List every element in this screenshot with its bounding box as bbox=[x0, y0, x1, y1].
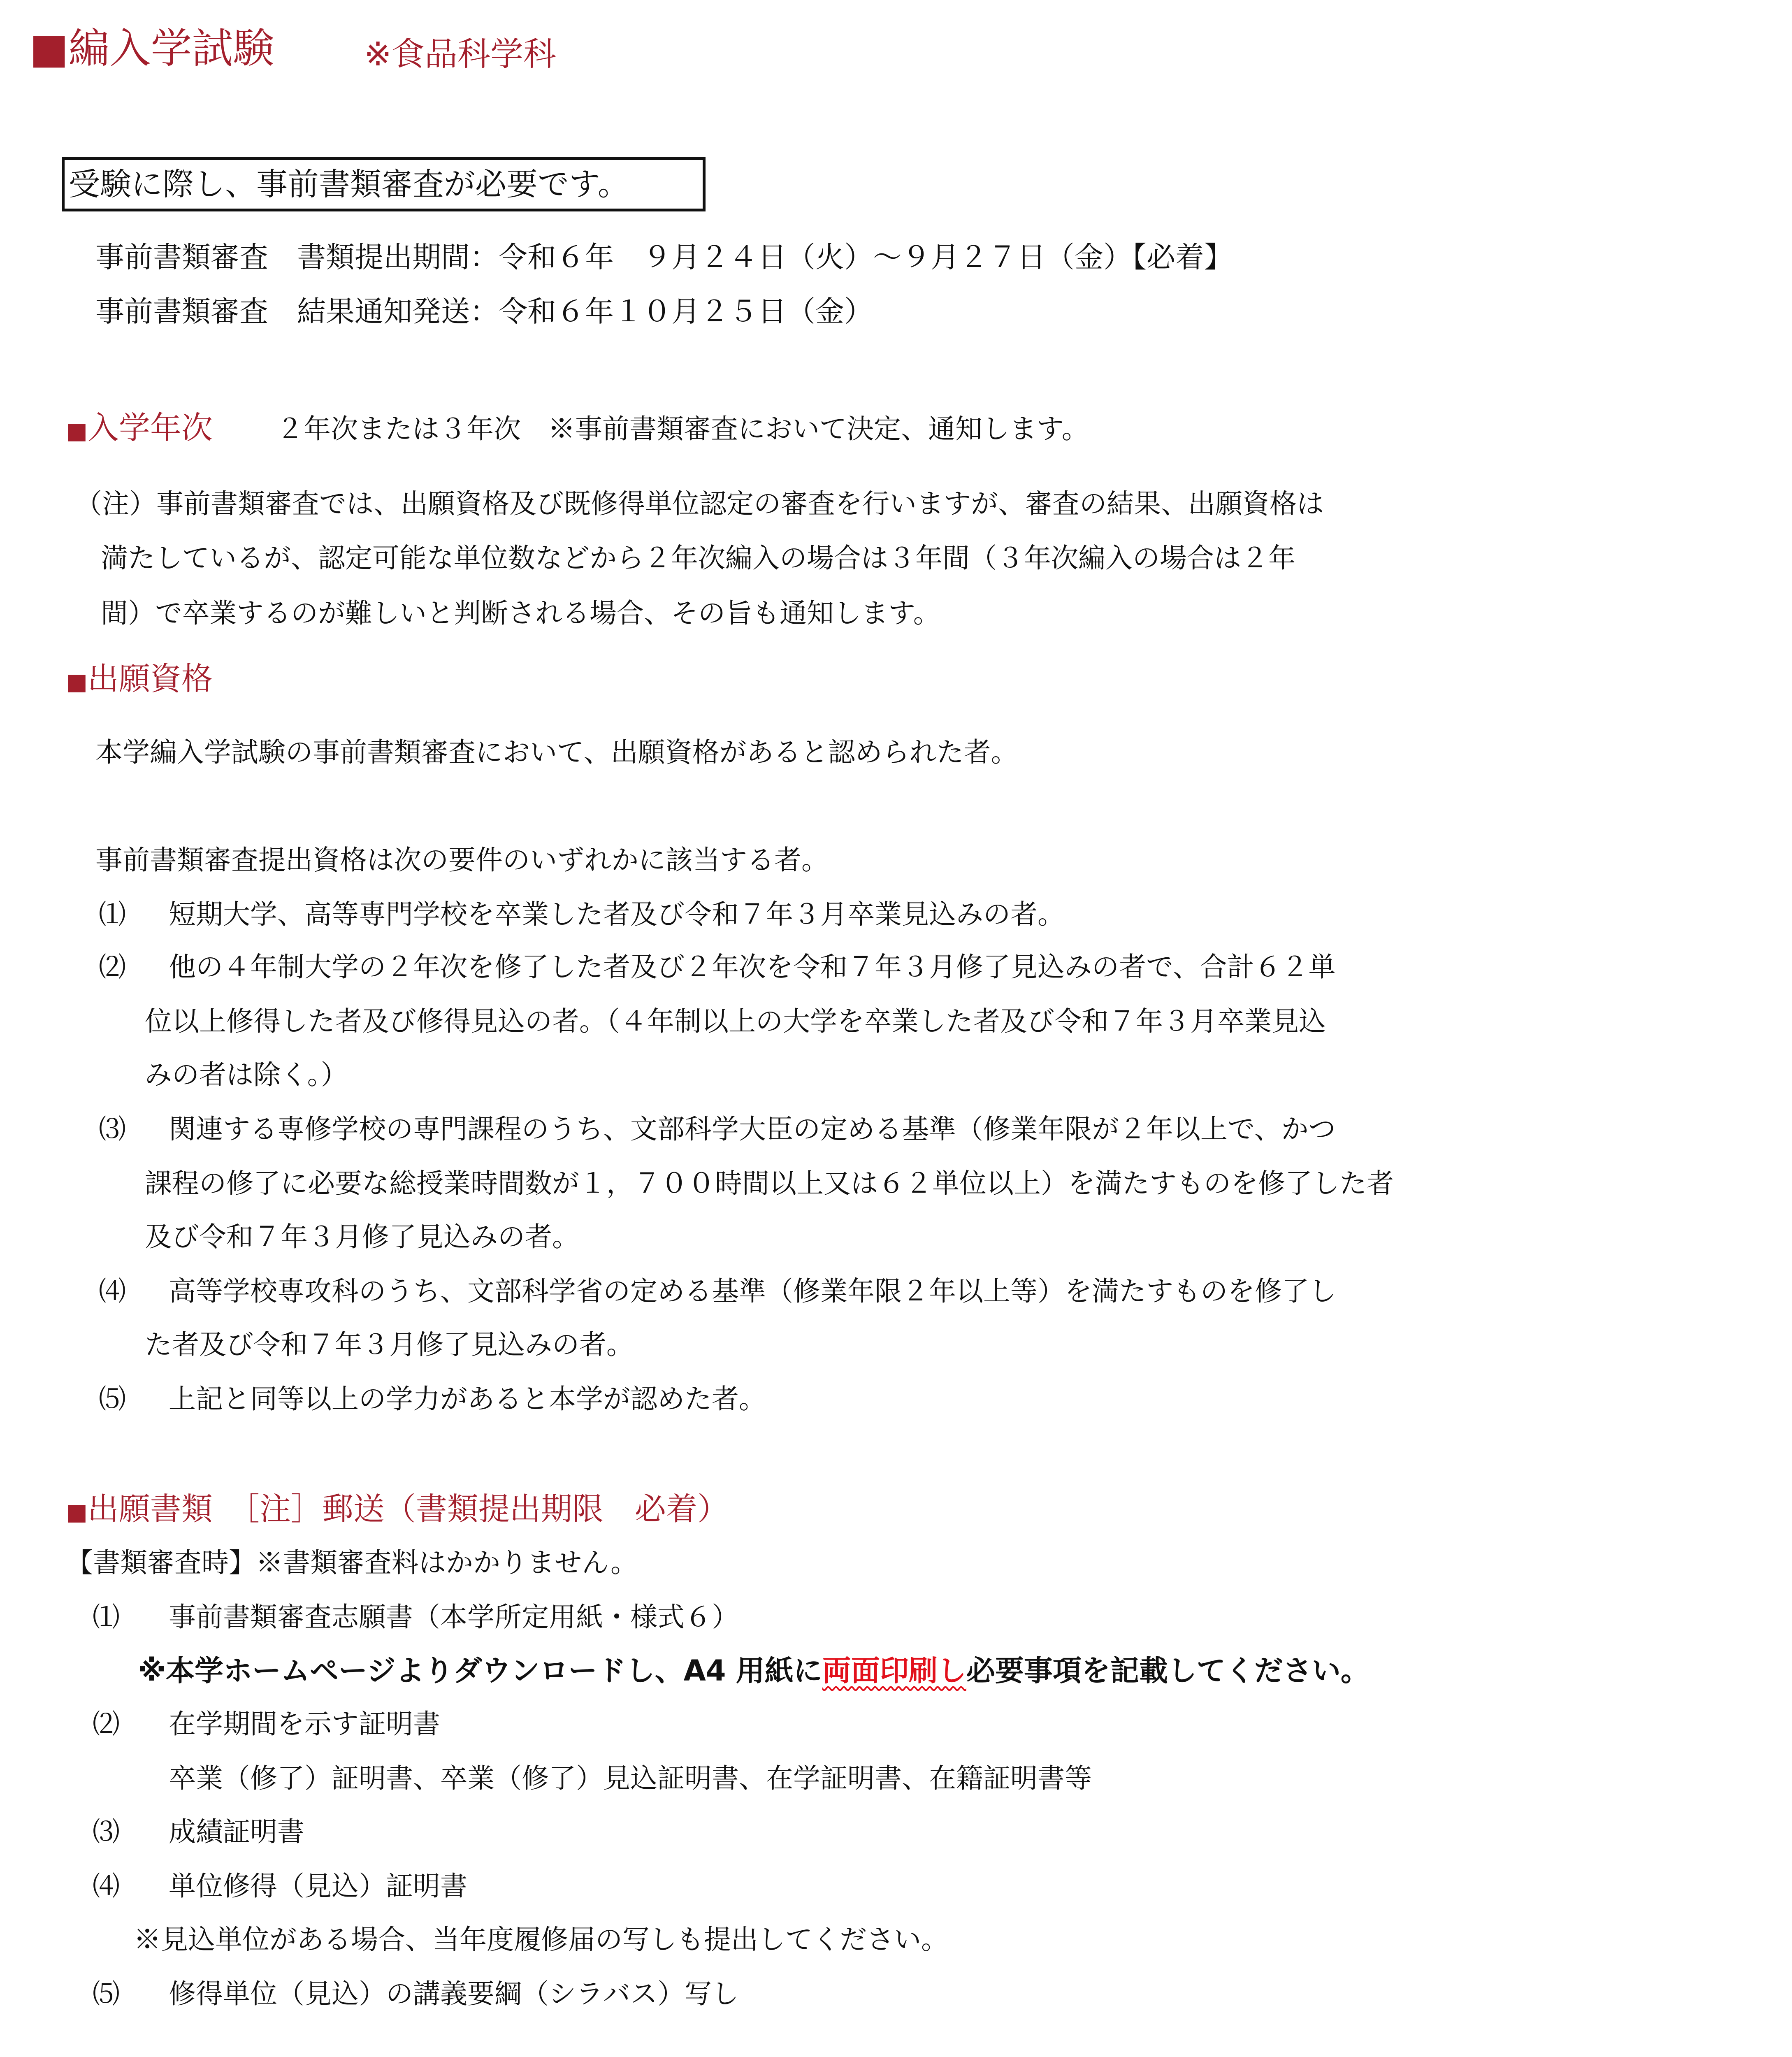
entry-year-note-2: 満たしているが、認定可能な単位数などから２年次編入の場合は３年間（３年次編入の場合は２年 bbox=[101, 542, 1295, 574]
qual-item-3-line-2: 課程の修了に必要な総授業時間数が１，７００時間以上又は６２単位以上）を満たすものを修了した者 bbox=[145, 1168, 1394, 1199]
qual-item-1-num: ⑴ bbox=[99, 898, 126, 930]
qual-item-5-num: ⑸ bbox=[99, 1383, 126, 1415]
qualification-lead: 事前書類審査提出資格は次の要件のいずれかに該当する者。 bbox=[95, 844, 829, 876]
qualification-heading bbox=[66, 660, 213, 697]
documents-heading bbox=[66, 1493, 729, 1525]
section-marker: ■ bbox=[66, 1499, 88, 1525]
review-item-2-num: ⑵ bbox=[93, 1708, 120, 1740]
entry-year-text: ２年次または３年次 ※事前書類審査において決定、通知します。 bbox=[276, 413, 1089, 445]
notice-box bbox=[62, 157, 706, 211]
download-note-highlight: 両面印刷し bbox=[822, 1654, 966, 1688]
review-item-3: 成績証明書 bbox=[169, 1816, 304, 1848]
qual-item-4-line-1: 高等学校専攻科のうち、文部科学省の定める基準（修業年限２年以上等）を満たすものを修了し bbox=[169, 1275, 1336, 1307]
review-item-1: 事前書類審査志願書（本学所定用紙・様式６） bbox=[169, 1601, 739, 1633]
qual-item-2-line-3: みの者は除く。） bbox=[145, 1059, 348, 1091]
review-item-5: 修得単位（見込）の講義要綱（シラバス）写し bbox=[169, 1978, 739, 2010]
qual-item-1-line-1: 短期大学、高等専門学校を卒業した者及び令和７年３月卒業見込みの者。 bbox=[169, 898, 1065, 930]
qual-item-4-num: ⑷ bbox=[99, 1275, 126, 1307]
schedule-result: 事前書類審査 結果通知発送：令和６年１０月２５日（金） bbox=[95, 295, 873, 328]
entry-year-note-1: （注）事前書類審査では、出願資格及び既修得単位認定の審査を行いますが、審査の結果、出願資格は bbox=[75, 488, 1324, 520]
documents-title: 出願書類 ［注］郵送（書類提出期限 必着） bbox=[87, 1491, 729, 1527]
qual-item-2-num: ⑵ bbox=[99, 951, 126, 983]
schedule-submission: 事前書類審査 書類提出期間：令和６年 ９月２４日（火）～９月２７日（金）【必着】 bbox=[95, 240, 1233, 274]
qual-item-2-line-2: 位以上修得した者及び修得見込の者。（４年制以上の大学を卒業した者及び令和７年３月卒業見込 bbox=[145, 1005, 1326, 1037]
entry-year-note-3: 間）で卒業するのが難しいと判断される場合、その旨も通知します。 bbox=[101, 597, 940, 629]
review-item-4-num: ⑷ bbox=[93, 1870, 120, 1902]
download-note bbox=[138, 1654, 1370, 1688]
review-item-5-num: ⑸ bbox=[93, 1978, 120, 2010]
qual-item-2-line-1: 他の４年制大学の２年次を修了した者及び２年次を令和７年３月修了見込みの者で、合計６２単 bbox=[169, 951, 1336, 983]
section-marker: ■ bbox=[66, 418, 88, 444]
title-subject: ※食品科学科 bbox=[364, 35, 557, 73]
qual-item-4-line-2: た者及び令和７年３月修了見込みの者。 bbox=[145, 1329, 634, 1360]
review-item-1-num: ⑴ bbox=[93, 1601, 120, 1633]
section-marker: ■ bbox=[66, 669, 88, 695]
review-heading: 【書類審査時】※書類審査料はかかりません。 bbox=[66, 1547, 638, 1579]
entry-year-title: 入学年次 bbox=[87, 409, 213, 446]
credits-note: ※見込単位がある場合、当年度履修届の写しも提出してください。 bbox=[134, 1924, 948, 1955]
qual-item-3-line-3: 及び令和７年３月修了見込みの者。 bbox=[145, 1221, 579, 1253]
notice-text: 受験に際し、事前書類審査が必要です。 bbox=[69, 166, 629, 202]
qual-item-3-line-1: 関連する専修学校の専門課程のうち、文部科学大臣の定める基準（修業年限が２年以上で、かつ bbox=[169, 1113, 1336, 1145]
qualification-title: 出願資格 bbox=[87, 660, 213, 697]
title-marker: ■ bbox=[30, 24, 69, 72]
certificate-examples: 卒業（修了）証明書、卒業（修了）見込証明書、在学証明書、在籍証明書等 bbox=[169, 1762, 1092, 1794]
page-title bbox=[30, 24, 274, 72]
review-item-4: 単位修得（見込）証明書 bbox=[169, 1870, 467, 1902]
download-note-after: 必要事項を記載してください。 bbox=[966, 1654, 1370, 1688]
qual-item-3-num: ⑶ bbox=[99, 1113, 126, 1145]
qual-item-5-line-1: 上記と同等以上の学力があると本学が認めた者。 bbox=[169, 1383, 766, 1415]
title-main: 編入学試験 bbox=[68, 24, 274, 72]
review-item-3-num: ⑶ bbox=[93, 1816, 120, 1848]
qualification-intro: 本学編入学試験の事前書類審査において、出願資格があると認められた者。 bbox=[95, 736, 1018, 768]
entry-year-heading bbox=[66, 409, 213, 446]
download-note-before: ※本学ホームページよりダウンロードし、A4 用紙に bbox=[138, 1654, 822, 1688]
review-item-2: 在学期間を示す証明書 bbox=[169, 1708, 440, 1740]
